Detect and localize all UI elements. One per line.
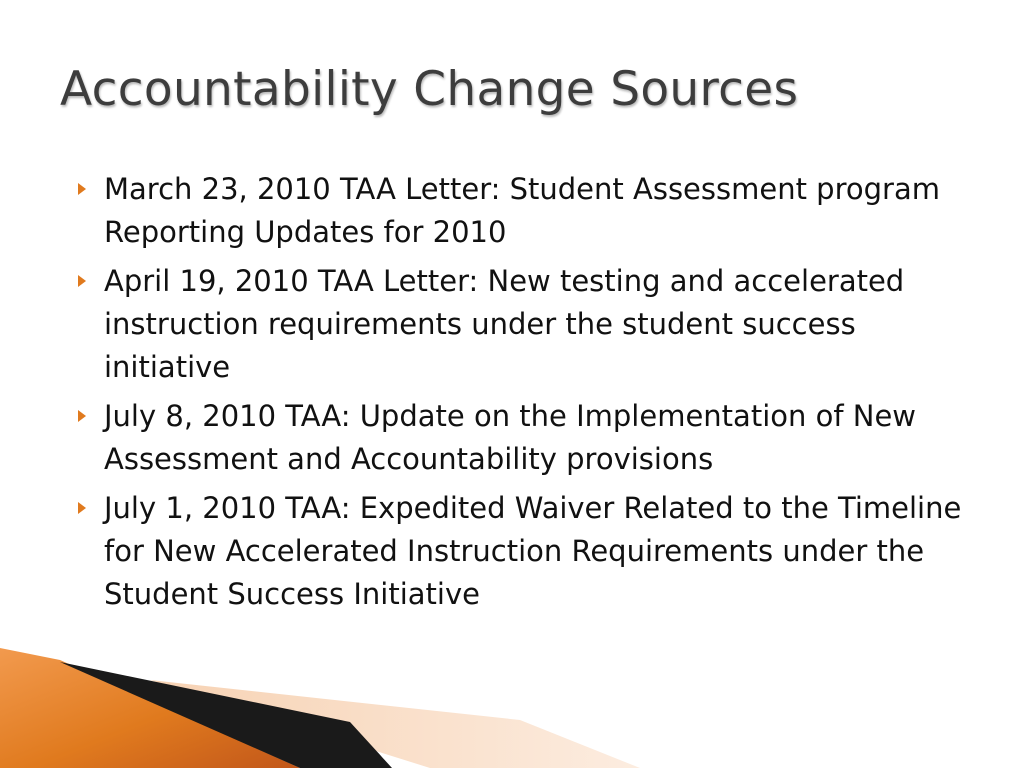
bullet-item <box>74 168 974 254</box>
dark-stripe-shape <box>60 662 392 768</box>
bullet-item <box>74 487 974 616</box>
bullet-item <box>74 395 974 481</box>
light-sweep-shape <box>150 680 640 768</box>
bullet-text: March 23, 2010 TAA Letter: Student Assessment program Reporting Updates for 2010 <box>104 172 940 249</box>
triangle-right-icon <box>78 275 86 287</box>
bullet-text: April 19, 2010 TAA Letter: New testing and accelerated instruction requirements under the student success initiative <box>104 264 905 384</box>
bullet-item <box>74 260 974 389</box>
bullet-list <box>74 168 974 622</box>
triangle-right-icon <box>78 410 86 422</box>
orange-corner-shape <box>0 648 300 768</box>
bullet-text: July 8, 2010 TAA: Update on the Implementation of New Assessment and Accountability provisions <box>104 399 917 476</box>
triangle-right-icon <box>78 183 86 195</box>
slide-title: Accountability Change Sources <box>60 62 799 117</box>
bullet-text: July 1, 2010 TAA: Expedited Waiver Related to the Timeline for New Accelerated Instruction Requirements under the Student Success Initiative <box>104 491 962 611</box>
triangle-right-icon <box>78 502 86 514</box>
